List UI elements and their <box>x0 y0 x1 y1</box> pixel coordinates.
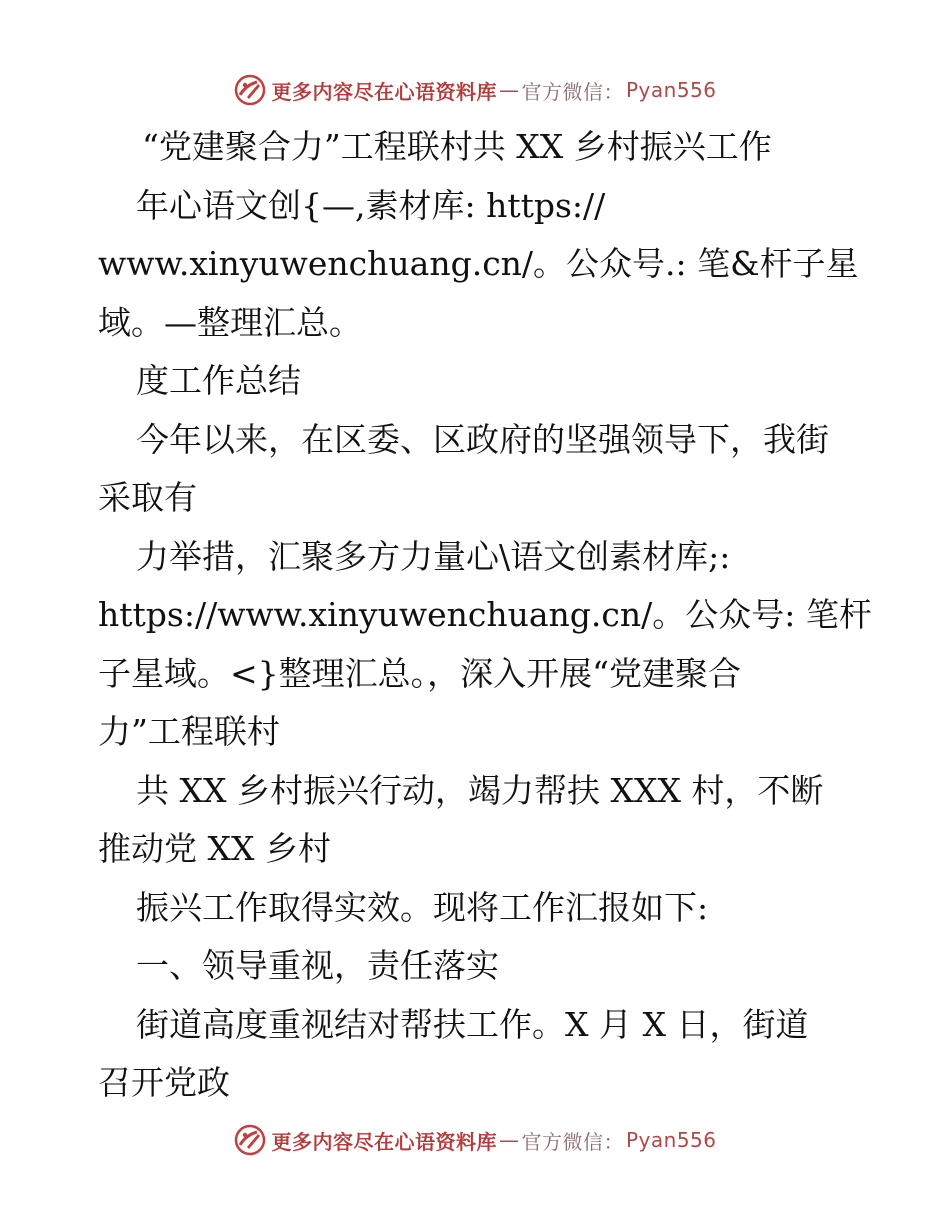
banner-account: Pyan556 <box>625 1128 717 1152</box>
document-line: 力举措，汇聚多方力量心\语文创素材库;: <box>136 536 731 576</box>
banner-separator: — <box>498 78 520 102</box>
document-line: 街道高度重视结对帮扶工作。X 月 X 日，街道 <box>136 1004 809 1044</box>
banner-brand: 更多内容尽在心语资料库 <box>271 1129 497 1154</box>
pen-logo-icon <box>233 73 267 107</box>
document-line: 推动党 XX 乡村 <box>98 829 331 868</box>
document-line: “党建聚合力”工程联村共 XX 乡村振兴工作 <box>142 127 772 166</box>
header-banner <box>0 70 950 110</box>
banner-account: Pyan556 <box>625 78 717 102</box>
document-line: 共 XX 乡村振兴行动，竭力帮扶 XXX 村，不断 <box>136 770 824 810</box>
document-line: www.xinyuwenchuang.cn/。公众号.: 笔&杆子星 <box>98 244 859 283</box>
document-line: 采取有 <box>98 478 197 517</box>
document-line: 召开党政 <box>98 1063 230 1102</box>
document-line: https://www.xinyuwenchuang.cn/。公众号: 笔杆 <box>98 595 872 634</box>
document-line: 力”工程联村 <box>98 712 280 751</box>
pen-logo-icon <box>233 1123 267 1157</box>
document-line: 振兴工作取得实效。现将工作汇报如下: <box>136 887 709 927</box>
banner-official-label: 官方微信： <box>521 79 624 104</box>
document-line: 子星域。<}整理汇总。，深入开展“党建聚合 <box>98 653 742 693</box>
document-line: 今年以来，在区委、区政府的坚强领导下，我街 <box>136 419 829 459</box>
banner-brand: 更多内容尽在心语资料库 <box>271 79 497 104</box>
footer-banner <box>0 1120 950 1160</box>
document-body <box>98 118 872 1113</box>
document-line: 一、领导重视，责任落实 <box>136 946 499 985</box>
document-line: 年心语文创{—,素材库: https:// <box>136 185 606 225</box>
banner-separator: — <box>498 1128 520 1152</box>
document-line: 域。—整理汇总。 <box>98 302 362 342</box>
banner-official-label: 官方微信： <box>521 1129 624 1154</box>
document-line: 度工作总结 <box>136 361 301 400</box>
